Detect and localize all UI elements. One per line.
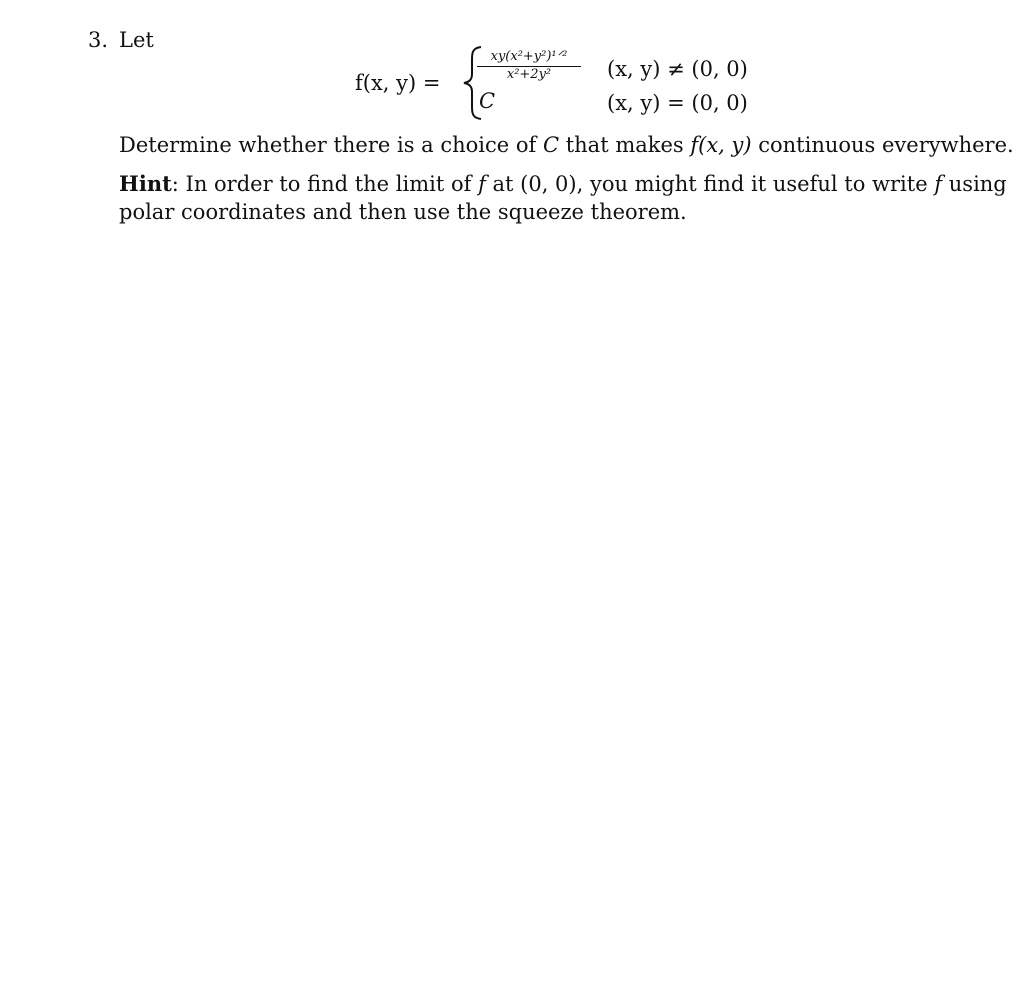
hint-f-symbol-1: f <box>478 172 486 196</box>
hint-text-b: at (0, 0), you might find it useful to write <box>485 172 935 196</box>
question-paragraph <box>119 131 1014 159</box>
function-lhs: f(x, y) = <box>355 71 441 95</box>
hint-f-symbol-2: f <box>934 172 943 196</box>
hint-line-1 <box>119 170 1007 198</box>
fraction-numerator: xy(x²+y²)¹ᐟ² <box>490 49 568 64</box>
case2-value: C <box>479 89 496 113</box>
question-var-c: C <box>542 133 560 157</box>
question-text-part1: Determine whether there is a choice of <box>119 133 543 157</box>
fraction-denominator: x²+2y² <box>506 67 552 82</box>
problem-number: 3. <box>88 28 109 52</box>
piecewise-function <box>355 46 775 126</box>
question-text-part2: that makes <box>559 133 691 157</box>
question-text-part3: continuous everywhere. <box>751 133 1014 157</box>
problem-intro: Let <box>119 28 154 52</box>
hint-text-a: : In order to find the limit of <box>171 172 479 196</box>
hint-line-2: polar coordinates and then use the squeeze theorem. <box>119 200 687 224</box>
hint-label: Hint <box>119 171 172 196</box>
question-fxy: f(x, y) <box>690 133 752 157</box>
hint-text-c: using <box>942 172 1007 196</box>
hint-paragraph <box>119 170 1007 226</box>
case1-condition: (x, y) ≠ (0, 0) <box>607 57 748 81</box>
case2-condition: (x, y) = (0, 0) <box>607 91 748 115</box>
case1-fraction <box>477 50 581 82</box>
